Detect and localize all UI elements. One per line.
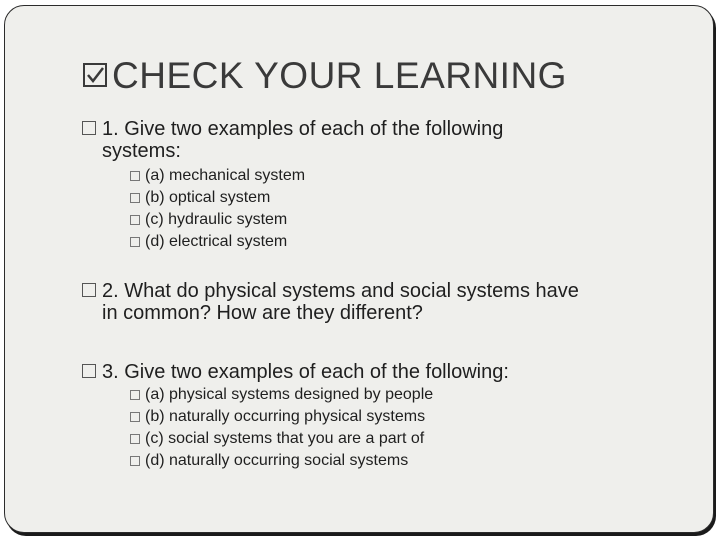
slide-title-text: CHECK YOUR LEARNING [112, 55, 567, 96]
list-item: (a) physical systems designed by people [130, 384, 433, 406]
question-3-line-1: 3. Give two examples of each of the following: [102, 361, 509, 383]
square-bullet-icon [130, 456, 140, 466]
question-2-line-2: in common? How are they different? [102, 302, 423, 324]
square-bullet-icon [130, 193, 140, 203]
checkbox-checked-icon [82, 62, 108, 88]
square-bullet-icon [130, 215, 140, 225]
square-bullet-icon [130, 390, 140, 400]
square-bullet-icon [130, 171, 140, 181]
list-item: (b) naturally occurring physical systems [130, 406, 433, 428]
square-bullet-icon [130, 412, 140, 422]
list-item: (b) optical system [130, 187, 305, 209]
question-1 [82, 118, 503, 162]
question-1-line-2: systems: [102, 140, 181, 162]
list-item: (a) mechanical system [130, 165, 305, 187]
list-item: (c) hydraulic system [130, 209, 305, 231]
question-2 [82, 280, 579, 324]
list-item: (c) social systems that you are a part of [130, 428, 433, 450]
question-3-subitems [130, 384, 433, 472]
square-bullet-icon [130, 434, 140, 444]
square-bullet-icon [82, 121, 96, 135]
question-2-line-1: 2. What do physical systems and social systems have [102, 280, 579, 302]
list-item: (d) naturally occurring social systems [130, 450, 433, 472]
question-1-line-1: 1. Give two examples of each of the following [102, 118, 504, 140]
list-item: (d) electrical system [130, 231, 305, 253]
square-bullet-icon [130, 237, 140, 247]
question-3 [82, 361, 509, 383]
square-bullet-icon [82, 283, 96, 297]
question-1-subitems [130, 165, 305, 253]
slide-title [82, 55, 567, 97]
square-bullet-icon [82, 364, 96, 378]
